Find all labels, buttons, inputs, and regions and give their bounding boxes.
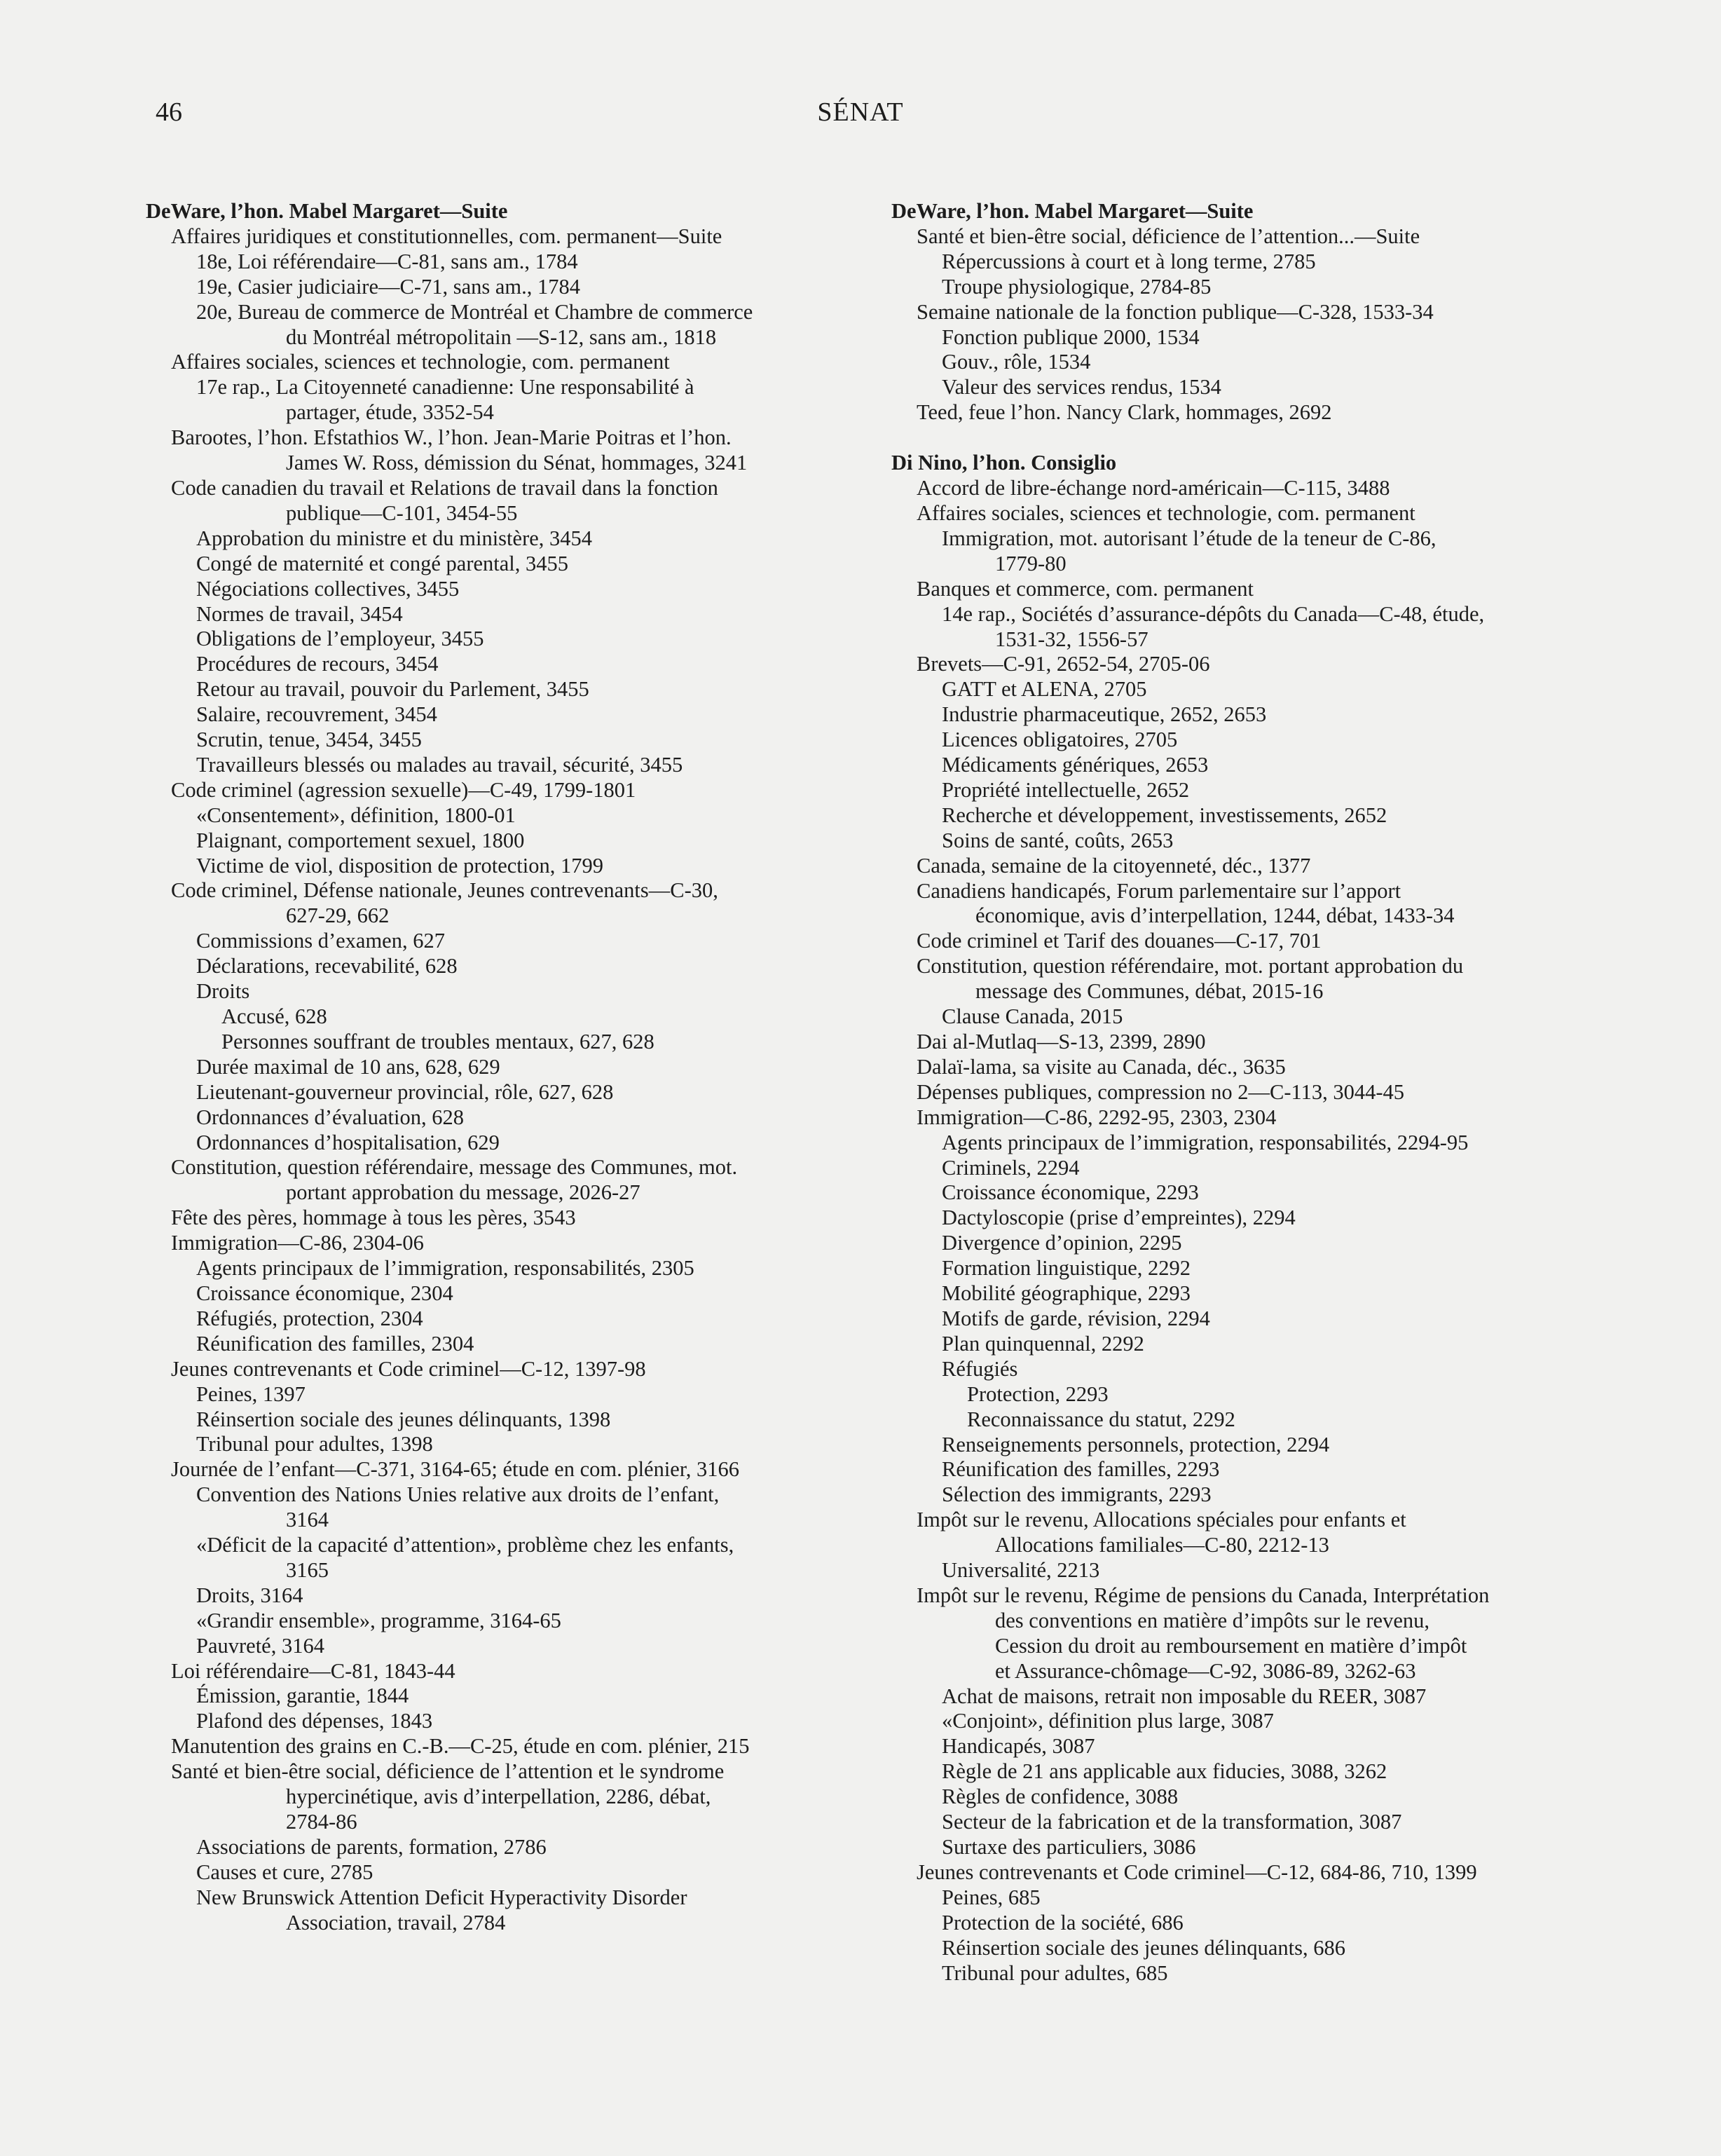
index-entry: message des Communes, débat, 2015-16 (975, 979, 1324, 1004)
index-entry: Associations de parents, formation, 2786 (196, 1834, 547, 1859)
index-entry: Durée maximal de 10 ans, 628, 629 (196, 1054, 500, 1079)
index-entry: Approbation du ministre et du ministère, 3454 (196, 526, 593, 550)
index-entry: Protection, 2293 (967, 1381, 1109, 1406)
index-entry: Immigration—C-86, 2292-95, 2303, 2304 (917, 1105, 1277, 1129)
index-entry: Commissions d’examen, 627 (196, 929, 445, 953)
entry-spacer (891, 425, 1603, 451)
index-entry: 20e, Bureau de commerce de Montréal et Chambre de commerce (196, 299, 753, 324)
index-entry: Congé de maternité et congé parental, 3455 (196, 551, 569, 575)
index-entry: Obligations de l’employeur, 3455 (196, 627, 484, 651)
index-entry: Peines, 685 (942, 1885, 1041, 1909)
index-heading: DeWare, l’hon. Mabel Margaret—Suite (891, 199, 1254, 223)
index-entry: Affaires sociales, sciences et technologie, com. permanent (171, 350, 670, 374)
index-entry: Accord de libre-échange nord-américain—C-115, 3488 (917, 476, 1390, 500)
index-entry: publique—C-101, 3454-55 (286, 500, 518, 525)
index-entry: Brevets—C-91, 2652-54, 2705-06 (917, 652, 1210, 676)
index-entry: Semaine nationale de la fonction publique—C-328, 1533-34 (917, 299, 1434, 324)
index-entry: Cession du droit au remboursement en matière d’impôt (995, 1633, 1467, 1658)
index-entry: Médicaments génériques, 2653 (942, 753, 1209, 777)
index-entry: Journée de l’enfant—C-371, 3164-65; étude en com. plénier, 3166 (171, 1457, 740, 1482)
index-entry: Santé et bien-être social, déficience de l’attention et le syndrome (171, 1759, 725, 1784)
index-entry: Causes et cure, 2785 (196, 1860, 373, 1884)
index-entry: GATT et ALENA, 2705 (942, 677, 1147, 702)
index-entry: Fonction publique 2000, 1534 (942, 325, 1200, 349)
index-entry: 3165 (286, 1557, 329, 1582)
index-entry: Valeur des services rendus, 1534 (942, 375, 1221, 400)
index-entry: Sélection des immigrants, 2293 (942, 1482, 1212, 1507)
index-entry: 17e rap., La Citoyenneté canadienne: Une responsabilité à (196, 375, 694, 400)
index-entry: des conventions en matière d’impôts sur le revenu, (995, 1608, 1429, 1632)
index-entry: «Conjoint», définition plus large, 3087 (942, 1709, 1274, 1733)
index-heading: Di Nino, l’hon. Consiglio (891, 451, 1117, 475)
index-entry: Réinsertion sociale des jeunes délinquants, 1398 (196, 1407, 611, 1431)
index-entry: Impôt sur le revenu, Régime de pensions du Canada, Interprétation (917, 1583, 1490, 1607)
index-entry: Soins de santé, coûts, 2653 (942, 828, 1174, 852)
index-entry: Troupe physiologique, 2784-85 (942, 274, 1212, 299)
index-column-left (146, 199, 889, 1936)
index-entry: Protection de la société, 686 (942, 1910, 1184, 1935)
index-entry: Pauvreté, 3164 (196, 1633, 324, 1658)
index-entry: Retour au travail, pouvoir du Parlement, 3455 (196, 677, 589, 702)
index-entry: Tribunal pour adultes, 685 (942, 1960, 1168, 1985)
index-entry: «Déficit de la capacité d’attention», problème chez les enfants, (196, 1533, 734, 1557)
index-entry: Achat de maisons, retrait non imposable du REER, 3087 (942, 1684, 1427, 1708)
index-heading: DeWare, l’hon. Mabel Margaret—Suite (146, 199, 508, 223)
index-entry: Gouv., rôle, 1534 (942, 350, 1091, 374)
index-entry: Procédures de recours, 3454 (196, 652, 439, 676)
index-entry: Convention des Nations Unies relative aux droits de l’enfant, (196, 1482, 720, 1507)
index-entry: Banques et commerce, com. permanent (917, 576, 1254, 601)
index-entry: Code criminel (agression sexuelle)—C-49, 1799-1801 (171, 777, 636, 802)
index-entry: portant approbation du message, 2026-27 (286, 1180, 640, 1205)
index-entry: 1531-32, 1556-57 (995, 627, 1149, 651)
index-entry: Dai al-Mutlaq—S-13, 2399, 2890 (917, 1030, 1206, 1053)
index-entry: Peines, 1397 (196, 1381, 306, 1406)
index-entry: Reconnaissance du statut, 2292 (967, 1407, 1235, 1431)
index-entry: et Assurance-chômage—C-92, 3086-89, 3262-63 (995, 1658, 1416, 1683)
index-entry: Victime de viol, disposition de protection, 1799 (196, 853, 603, 878)
index-entry: Loi référendaire—C-81, 1843-44 (171, 1658, 455, 1683)
index-entry: Accusé, 628 (221, 1004, 327, 1028)
index-entry: Handicapés, 3087 (942, 1734, 1095, 1759)
index-entry: Code criminel, Défense nationale, Jeunes contrevenants—C-30, (171, 878, 718, 903)
index-entry: Manutention des grains en C.-B.—C-25, étude en com. plénier, 215 (171, 1734, 750, 1759)
index-column-right (891, 199, 1603, 1986)
index-entry: Renseignements personnels, protection, 2294 (942, 1432, 1330, 1456)
index-entry: Réfugiés, protection, 2304 (196, 1306, 423, 1330)
index-entry: Scrutin, tenue, 3454, 3455 (196, 728, 422, 752)
index-entry: Répercussions à court et à long terme, 2785 (942, 249, 1316, 273)
index-entry: Déclarations, recevabilité, 628 (196, 954, 458, 978)
index-entry: Jeunes contrevenants et Code criminel—C-12, 1397-98 (171, 1356, 646, 1381)
index-entry: Fête des pères, hommage à tous les pères, 3543 (171, 1206, 576, 1230)
index-entry: partager, étude, 3352-54 (286, 400, 494, 425)
index-entry: Réunification des familles, 2293 (942, 1457, 1220, 1482)
index-entry: 19e, Casier judiciaire—C-71, sans am., 1784 (196, 274, 581, 299)
index-entry: Salaire, recouvrement, 3454 (196, 702, 437, 727)
index-entry: Industrie pharmaceutique, 2652, 2653 (942, 702, 1267, 727)
index-entry: Constitution, question référendaire, mot. portant approbation du (917, 954, 1464, 978)
index-entry: Motifs de garde, révision, 2294 (942, 1306, 1210, 1330)
index-entry: Barootes, l’hon. Efstathios W., l’hon. Jean-Marie Poitras et l’hon. (171, 425, 732, 450)
index-entry: Allocations familiales—C-80, 2212-13 (995, 1533, 1329, 1557)
index-entry: 2784-86 (286, 1810, 357, 1834)
index-entry: 14e rap., Sociétés d’assurance-dépôts du Canada—C-48, étude, (942, 601, 1485, 626)
index-entry: Agents principaux de l’immigration, responsabilités, 2294-95 (942, 1130, 1469, 1154)
index-entry: Constitution, question référendaire, message des Communes, mot. (171, 1155, 738, 1180)
index-entry: Universalité, 2213 (942, 1558, 1100, 1583)
index-entry: Mobilité géographique, 2293 (942, 1281, 1191, 1306)
index-entry: 3164 (286, 1508, 329, 1532)
index-entry: Droits, 3164 (196, 1583, 303, 1607)
index-entry: 1779-80 (995, 551, 1067, 575)
index-entry: Impôt sur le revenu, Allocations spéciales pour enfants et (917, 1508, 1406, 1532)
index-entry: Surtaxe des particuliers, 3086 (942, 1835, 1196, 1859)
index-entry: du Montréal métropolitain —S-12, sans am., 1818 (286, 325, 717, 349)
index-entry: 627-29, 662 (286, 903, 390, 928)
index-entry: New Brunswick Attention Deficit Hyperactivity Disorder (196, 1885, 687, 1909)
page-number: 46 (156, 97, 182, 127)
index-entry: Formation linguistique, 2292 (942, 1256, 1191, 1281)
index-entry: Croissance économique, 2293 (942, 1180, 1199, 1205)
index-entry: hypercinétique, avis d’interpellation, 2286, débat, (286, 1785, 711, 1809)
index-entry: Canadiens handicapés, Forum parlementaire sur l’apport (917, 878, 1401, 903)
index-entry: Immigration—C-86, 2304-06 (171, 1231, 424, 1255)
running-header-title: SÉNAT (817, 97, 904, 127)
index-entry: Négociations collectives, 3455 (196, 576, 460, 601)
index-entry: Immigration, mot. autorisant l’étude de la teneur de C-86, (942, 526, 1437, 550)
index-entry: Code criminel et Tarif des douanes—C-17, 701 (917, 929, 1322, 953)
index-entry: Teed, feue l’hon. Nancy Clark, hommages, 2692 (917, 400, 1332, 425)
index-entry: Dépenses publiques, compression no 2—C-113, 3044-45 (917, 1079, 1405, 1104)
index-entry: Plafond des dépenses, 1843 (196, 1709, 433, 1733)
index-entry: Normes de travail, 3454 (196, 601, 403, 626)
index-entry: économique, avis d’interpellation, 1244, débat, 1433-34 (975, 903, 1455, 928)
index-entry: Ordonnances d’hospitalisation, 629 (196, 1130, 500, 1154)
index-entry: «Consentement», définition, 1800-01 (196, 803, 516, 827)
index-entry: Règles de confidence, 3088 (942, 1785, 1179, 1809)
index-entry: Plan quinquennal, 2292 (942, 1331, 1144, 1356)
index-entry: Secteur de la fabrication et de la transformation, 3087 (942, 1810, 1402, 1834)
index-entry: Droits (196, 979, 250, 1004)
index-entry: Personnes souffrant de troubles mentaux, 627, 628 (221, 1029, 654, 1053)
index-entry: Dactyloscopie (prise d’empreintes), 2294 (942, 1206, 1296, 1230)
index-entry: Propriété intellectuelle, 2652 (942, 777, 1190, 802)
index-entry: Santé et bien-être social, déficience de l’attention...—Suite (917, 224, 1420, 248)
index-entry: Réunification des familles, 2304 (196, 1331, 474, 1356)
index-entry: Criminels, 2294 (942, 1155, 1080, 1180)
index-entry: Croissance économique, 2304 (196, 1281, 453, 1305)
index-entry: Code canadien du travail et Relations de travail dans la fonction (171, 475, 718, 500)
index-entry: Règle de 21 ans applicable aux fiducies, 3088, 3262 (942, 1759, 1387, 1784)
index-entry: Réfugiés (942, 1356, 1018, 1381)
index-entry: Tribunal pour adultes, 1398 (196, 1432, 433, 1456)
index-entry: Affaires juridiques et constitutionnelles, com. permanent—Suite (171, 224, 722, 248)
index-entry: Émission, garantie, 1844 (196, 1684, 409, 1708)
index-entry: Réinsertion sociale des jeunes délinquants, 686 (942, 1935, 1345, 1960)
index-entry: Clause Canada, 2015 (942, 1004, 1123, 1029)
index-entry: Dalaï-lama, sa visite au Canada, déc., 3635 (917, 1054, 1286, 1079)
index-entry: Plaignant, comportement sexuel, 1800 (196, 828, 525, 852)
index-entry: «Grandir ensemble», programme, 3164-65 (196, 1608, 561, 1632)
index-entry: Travailleurs blessés ou malades au travail, sécurité, 3455 (196, 752, 683, 777)
index-entry: Canada, semaine de la citoyenneté, déc., 1377 (917, 853, 1311, 878)
index-entry: Divergence d’opinion, 2295 (942, 1231, 1182, 1255)
index-entry: Affaires sociales, sciences et technologie, com. permanent (917, 500, 1415, 525)
index-entry: Agents principaux de l’immigration, responsabilités, 2305 (196, 1256, 694, 1281)
index-entry: Ordonnances d’évaluation, 628 (196, 1105, 464, 1129)
index-entry: Lieutenant-gouverneur provincial, rôle, 627, 628 (196, 1079, 614, 1104)
index-entry: 18e, Loi référendaire—C-81, sans am., 1784 (196, 249, 578, 273)
index-entry: Licences obligatoires, 2705 (942, 728, 1178, 752)
index-entry: Jeunes contrevenants et Code criminel—C-12, 684-86, 710, 1399 (917, 1860, 1477, 1884)
index-entry: James W. Ross, démission du Sénat, hommages, 3241 (286, 451, 748, 475)
index-entry: Association, travail, 2784 (286, 1910, 506, 1935)
index-entry: Recherche et développement, investissements, 2652 (942, 803, 1387, 827)
